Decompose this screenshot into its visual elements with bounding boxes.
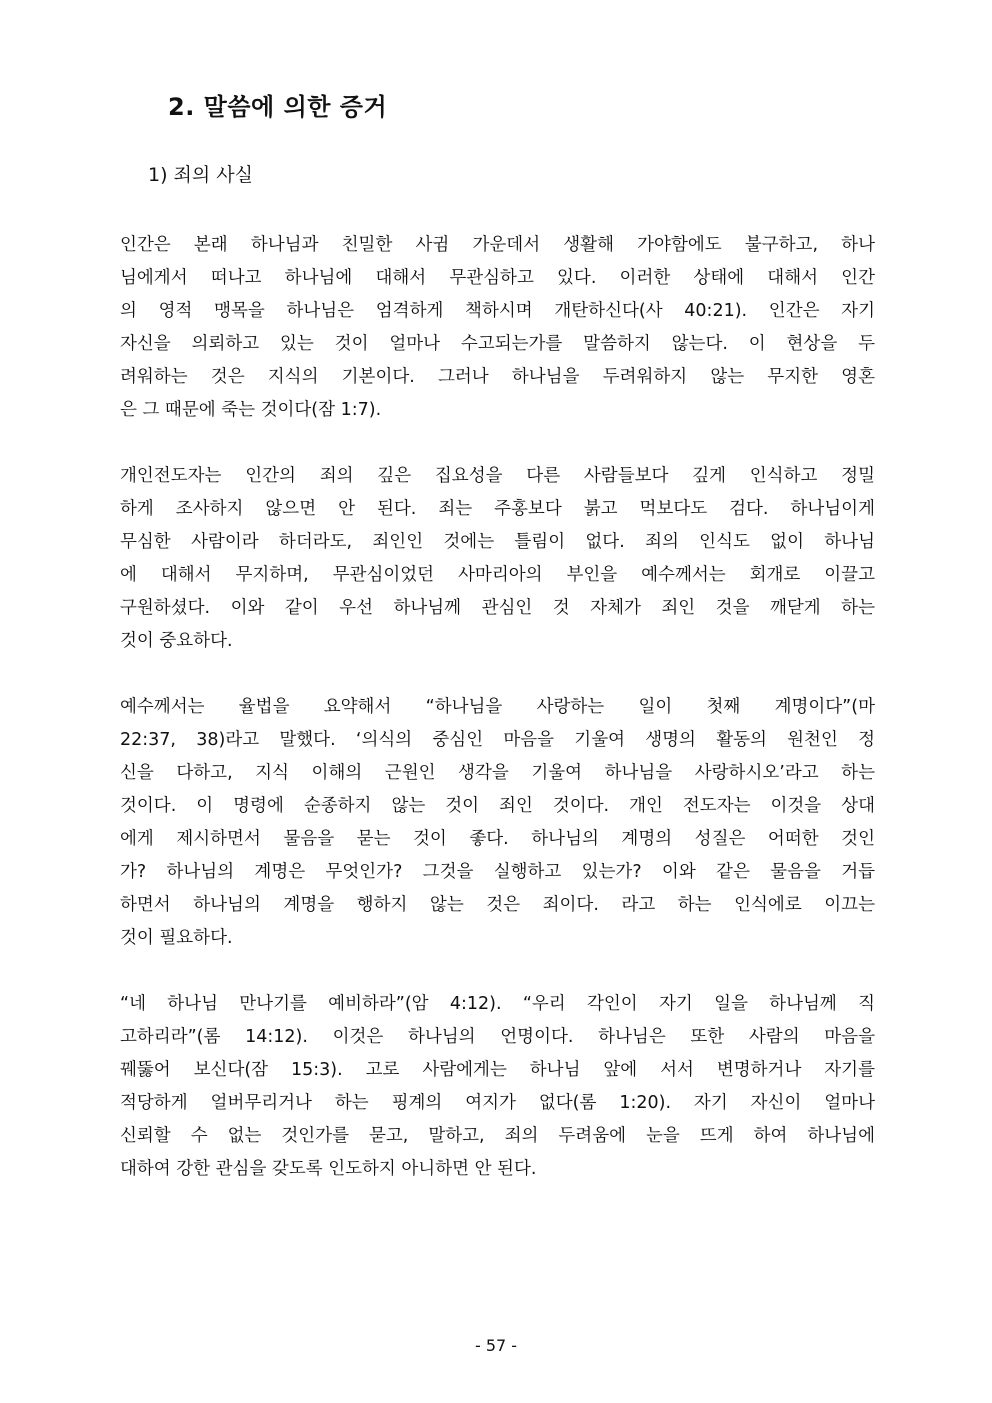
paragraph-line: 가? 하나님의 계명은 무엇인가? 그것을 실행하고 있는가? 이와 같은 물음을 거듭 xyxy=(120,862,875,882)
paragraph-line: 예수께서는 율법을 요약해서 “하나님을 사랑하는 일이 첫째 계명이다”(마 xyxy=(120,697,875,717)
paragraph-line: 에게 제시하면서 물음을 묻는 것이 좋다. 하나님의 계명의 성질은 어떠한 것인 xyxy=(120,829,875,849)
paragraph xyxy=(120,460,875,658)
paragraph-line: “네 하나님 만나기를 예비하라”(암 4:12). “우리 각인이 자기 일을 하나님께 직 xyxy=(120,994,875,1014)
paragraph-line: 은 그 때문에 죽는 것이다(잠 1:7). xyxy=(120,400,382,420)
paragraph xyxy=(120,988,875,1186)
paragraph-line: 자신을 의뢰하고 있는 것이 얼마나 수고되는가를 말씀하지 않는다. 이 현상을 두 xyxy=(120,334,875,354)
paragraph-line: 고하리라”(롬 14:12). 이것은 하나님의 언명이다. 하나님은 또한 사람의 마음을 xyxy=(120,1027,875,1047)
paragraph-line: 무심한 사람이라 하더라도, 죄인인 것에는 틀림이 없다. 죄의 인식도 없이 하나님 xyxy=(120,532,875,552)
chapter-title: 2. 말씀에 의한 증거 xyxy=(168,93,388,121)
paragraph-line: 구원하셨다. 이와 같이 우선 하나님께 관심인 것 자체가 죄인 것을 깨닫게 하는 xyxy=(120,598,875,618)
paragraph-line: 에 대해서 무지하며, 무관심이었던 사마리아의 부인을 예수께서는 회개로 이끌고 xyxy=(120,565,875,585)
paragraph-line: 님에게서 떠나고 하나님에 대해서 무관심하고 있다. 이러한 상태에 대해서 인간 xyxy=(120,268,875,288)
paragraph-line: 22:37, 38)라고 말했다. ‘의식의 중심인 마음을 기울여 생명의 활동의 원천인 정 xyxy=(120,730,875,750)
paragraph-line: 개인전도자는 인간의 죄의 깊은 집요성을 다른 사람들보다 깊게 인식하고 정밀 xyxy=(120,466,875,486)
paragraph-line: 인간은 본래 하나님과 친밀한 사귐 가운데서 생활해 가야함에도 불구하고, 하나 xyxy=(120,235,875,255)
paragraph-line: 신뢰할 수 없는 것인가를 묻고, 말하고, 죄의 두려움에 눈을 뜨게 하여 하나님에 xyxy=(120,1126,875,1146)
paragraph-line: 적당하게 얼버무리거나 하는 핑계의 여지가 없다(롬 1:20). 자기 자신이 얼마나 xyxy=(120,1093,875,1113)
paragraph-line: 것이 필요하다. xyxy=(120,928,233,948)
paragraph-line: 꿰뚫어 보신다(잠 15:3). 고로 사람에게는 하나님 앞에 서서 변명하거나 자기를 xyxy=(120,1060,875,1080)
paragraph-line: 하면서 하나님의 계명을 행하지 않는 것은 죄이다. 라고 하는 인식에로 이끄는 xyxy=(120,895,875,915)
paragraph-line: 려워하는 것은 지식의 기본이다. 그러나 하나님을 두려워하지 않는 무지한 영혼 xyxy=(120,367,875,387)
paragraph-line: 신을 다하고, 지식 이해의 근원인 생각을 기울여 하나님을 사랑하시오’라고 하는 xyxy=(120,763,875,783)
paragraph-line: 하게 조사하지 않으면 안 된다. 죄는 주홍보다 붉고 먹보다도 검다. 하나님이게 xyxy=(120,499,875,519)
section-title: 1) 죄의 사실 xyxy=(148,164,253,186)
paragraph xyxy=(120,229,875,427)
paragraph-line: 대하여 강한 관심을 갖도록 인도하지 아니하면 안 된다. xyxy=(120,1159,537,1179)
paragraph xyxy=(120,691,875,955)
paragraph-line: 의 영적 맹목을 하나님은 엄격하게 책하시며 개탄하신다(사 40:21). 인간은 자기 xyxy=(120,301,875,321)
page-number: - 57 - xyxy=(474,1336,518,1355)
paragraph-line: 것이 중요하다. xyxy=(120,631,233,651)
paragraph-line: 것이다. 이 명령에 순종하지 않는 것이 죄인 것이다. 개인 전도자는 이것을 상대 xyxy=(120,796,875,816)
body-text xyxy=(120,229,875,1219)
